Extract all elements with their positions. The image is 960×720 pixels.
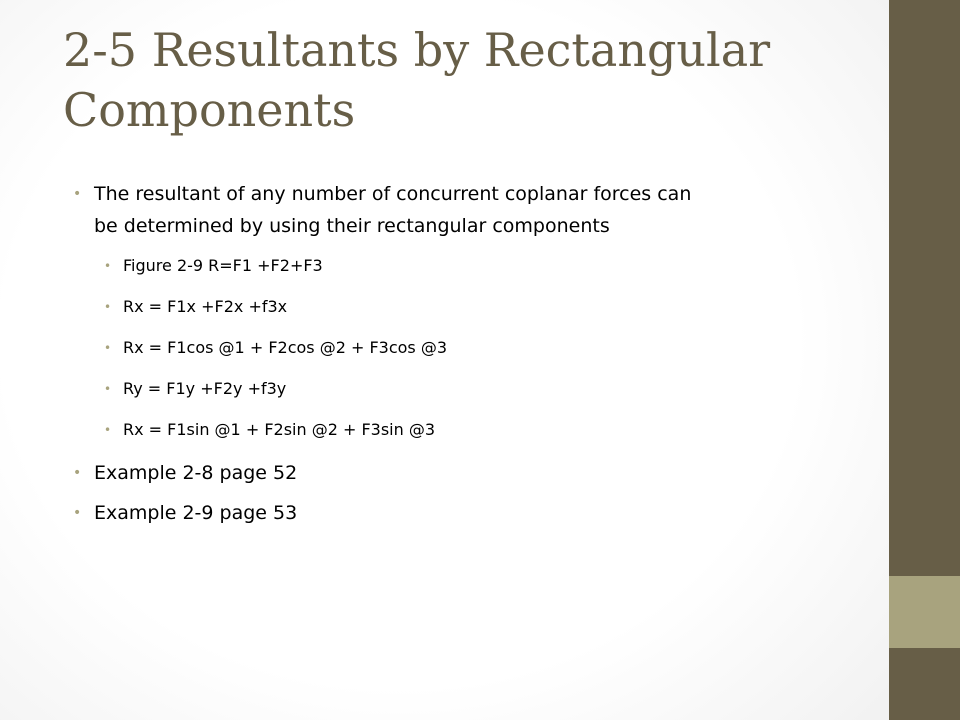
- sub-bullet-text: Rx = F1x +F2x +f3x: [123, 297, 288, 316]
- bullet-text: Example 2-9 page 53: [94, 502, 298, 524]
- bullet-dot: •: [73, 505, 82, 521]
- bullet-item: [73, 457, 853, 489]
- sub-bullet-item: [104, 256, 853, 276]
- sub-bullet-text: Ry = F1y +F2y +f3y: [123, 379, 287, 398]
- bullet-item: [73, 497, 853, 529]
- bullet-item: [73, 178, 853, 242]
- sub-bullet-item: [104, 379, 853, 399]
- bullet-dot: •: [104, 259, 112, 273]
- bullet-text-line-1: The resultant of any number of concurrent coplanar forces can: [94, 183, 692, 205]
- side-bar-accent: [889, 576, 960, 648]
- bullet-dot: •: [104, 341, 112, 355]
- sub-bullet-text: Rx = F1cos @1 + F2cos @2 + F3cos @3: [123, 338, 448, 357]
- slide-title-line-1: 2-5 Resultants by Rectangular: [63, 23, 771, 77]
- sub-bullet-item: [104, 420, 853, 440]
- sub-bullet-text: Rx = F1sin @1 + F2sin @2 + F3sin @3: [123, 420, 436, 439]
- bullet-dot: •: [104, 423, 112, 437]
- bullet-dot: •: [73, 186, 82, 202]
- sub-bullet-item: [104, 297, 853, 317]
- bullet-dot: •: [73, 465, 82, 481]
- bullet-dot: •: [104, 300, 112, 314]
- bullet-dot: •: [104, 382, 112, 396]
- sub-bullet-text: Figure 2-9 R=F1 +F2+F3: [123, 256, 323, 275]
- bullet-list: [73, 178, 853, 529]
- bullet-text-line-2: be determined by using their rectangular components: [94, 215, 610, 237]
- slide-title: [63, 20, 863, 140]
- sub-bullet-item: [104, 338, 853, 358]
- bullet-text: Example 2-8 page 52: [94, 462, 298, 484]
- slide-title-line-2: Components: [63, 83, 356, 137]
